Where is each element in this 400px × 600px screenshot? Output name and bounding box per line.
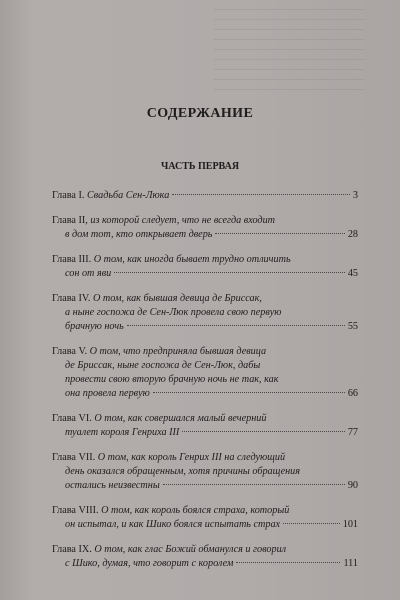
page-title: СОДЕРЖАНИЕ: [146, 106, 254, 121]
chapter-title: а ныне госпожа де Сен-Люк провела свою первую: [65, 307, 282, 318]
page-number: 111: [343, 558, 358, 569]
chapter-title: О том, как иногда бывает трудно отличить: [91, 254, 291, 265]
toc-entry-line: [52, 451, 358, 465]
toc-entry-line: [52, 345, 358, 359]
page-number: 101: [342, 519, 358, 530]
chapter-number: Глава III.: [52, 254, 92, 265]
chapter-number: Глава I.: [52, 190, 85, 201]
chapter-title: О том, как совершался малый вечерний: [91, 413, 267, 424]
chapter-title: в дом тот, кто открывает дверь: [65, 229, 213, 240]
dot-leader: [236, 562, 340, 563]
chapter-title: О том, как глас Божий обманулся и говорил: [91, 544, 287, 555]
chapter-number: Глава IV.: [52, 293, 91, 304]
chapter-number: Глава II,: [52, 215, 88, 226]
chapter-number: Глава V.: [52, 346, 88, 357]
toc-entry: [52, 451, 358, 493]
chapter-title: сон от яви: [65, 268, 112, 279]
toc-entry: [52, 214, 358, 242]
toc-entry-line: [52, 306, 358, 320]
dot-leader: [182, 431, 345, 432]
chapter-title: день оказался обращенным, хотя причины обращения: [65, 466, 300, 477]
toc-entry-line: [52, 426, 358, 440]
toc-entry-line: [52, 412, 358, 426]
bleed-through-text: [214, 0, 364, 90]
page-number: 90: [347, 480, 358, 491]
dot-leader: [283, 523, 340, 524]
chapter-title: Свадьба Сен-Люка: [84, 190, 170, 201]
page-number: 45: [347, 268, 358, 279]
toc-entry-line: [52, 479, 358, 493]
toc-entry: [52, 292, 358, 334]
toc-entry-line: [52, 320, 358, 334]
toc-entry-line: [52, 387, 358, 401]
chapter-number: Глава VI.: [52, 413, 92, 424]
dot-leader: [215, 233, 344, 234]
chapter-title: брачную ночь: [65, 321, 124, 332]
page-number: 66: [347, 388, 358, 399]
dot-leader: [172, 194, 350, 195]
toc-entry: [52, 345, 358, 401]
toc-entry-line: [52, 214, 358, 228]
chapter-number: Глава VII.: [52, 452, 96, 463]
chapter-number: Глава VIII.: [52, 505, 99, 516]
chapter-title: туалет короля Генриха III: [65, 427, 180, 438]
toc-entry-line: [52, 253, 358, 267]
toc-entry-line: [52, 189, 358, 203]
part-heading: ЧАСТЬ ПЕРВАЯ: [160, 161, 240, 172]
chapter-title: из которой следует, что не всегда входит: [87, 215, 276, 226]
toc-entry-line: [52, 359, 358, 373]
chapter-title: с Шико, думая, что говорит с королем: [65, 558, 234, 569]
table-of-contents: [52, 189, 358, 582]
toc-entry: [52, 189, 358, 203]
dot-leader: [163, 484, 345, 485]
dot-leader: [114, 272, 345, 273]
chapter-title: остались неизвестны: [65, 480, 160, 491]
page-number: 77: [347, 427, 358, 438]
chapter-title: провести свою вторую брачную ночь не так, как: [65, 374, 279, 385]
dot-leader: [153, 392, 345, 393]
page-number: 28: [347, 229, 358, 240]
toc-entry-line: [52, 267, 358, 281]
toc-entry: [52, 504, 358, 532]
chapter-title: О том, как бывшая девица де Бриссак,: [90, 293, 262, 304]
chapter-title: она провела первую: [65, 388, 150, 399]
toc-entry-line: [52, 557, 358, 571]
page-number: 55: [347, 321, 358, 332]
chapter-title: О том, что предприняла бывшая девица: [87, 346, 267, 357]
toc-entry-line: [52, 504, 358, 518]
page-number: 3: [352, 190, 358, 201]
toc-entry-line: [52, 373, 358, 387]
chapter-title: О том, как король Генрих III на следующий: [95, 452, 286, 463]
chapter-title: О том, как король боялся страха, который: [98, 505, 290, 516]
toc-entry-line: [52, 518, 358, 532]
toc-entry-line: [52, 228, 358, 242]
toc-entry-line: [52, 292, 358, 306]
chapter-number: Глава IX.: [52, 544, 92, 555]
dot-leader: [127, 325, 345, 326]
toc-entry: [52, 412, 358, 440]
toc-entry-line: [52, 543, 358, 557]
toc-entry: [52, 253, 358, 281]
chapter-title: де Бриссак, ныне госпожа де Сен-Люк, дабы: [65, 360, 261, 371]
toc-entry: [52, 543, 358, 571]
toc-entry-line: [52, 465, 358, 479]
chapter-title: он испытал, и как Шико боялся испытать страх: [65, 519, 281, 530]
